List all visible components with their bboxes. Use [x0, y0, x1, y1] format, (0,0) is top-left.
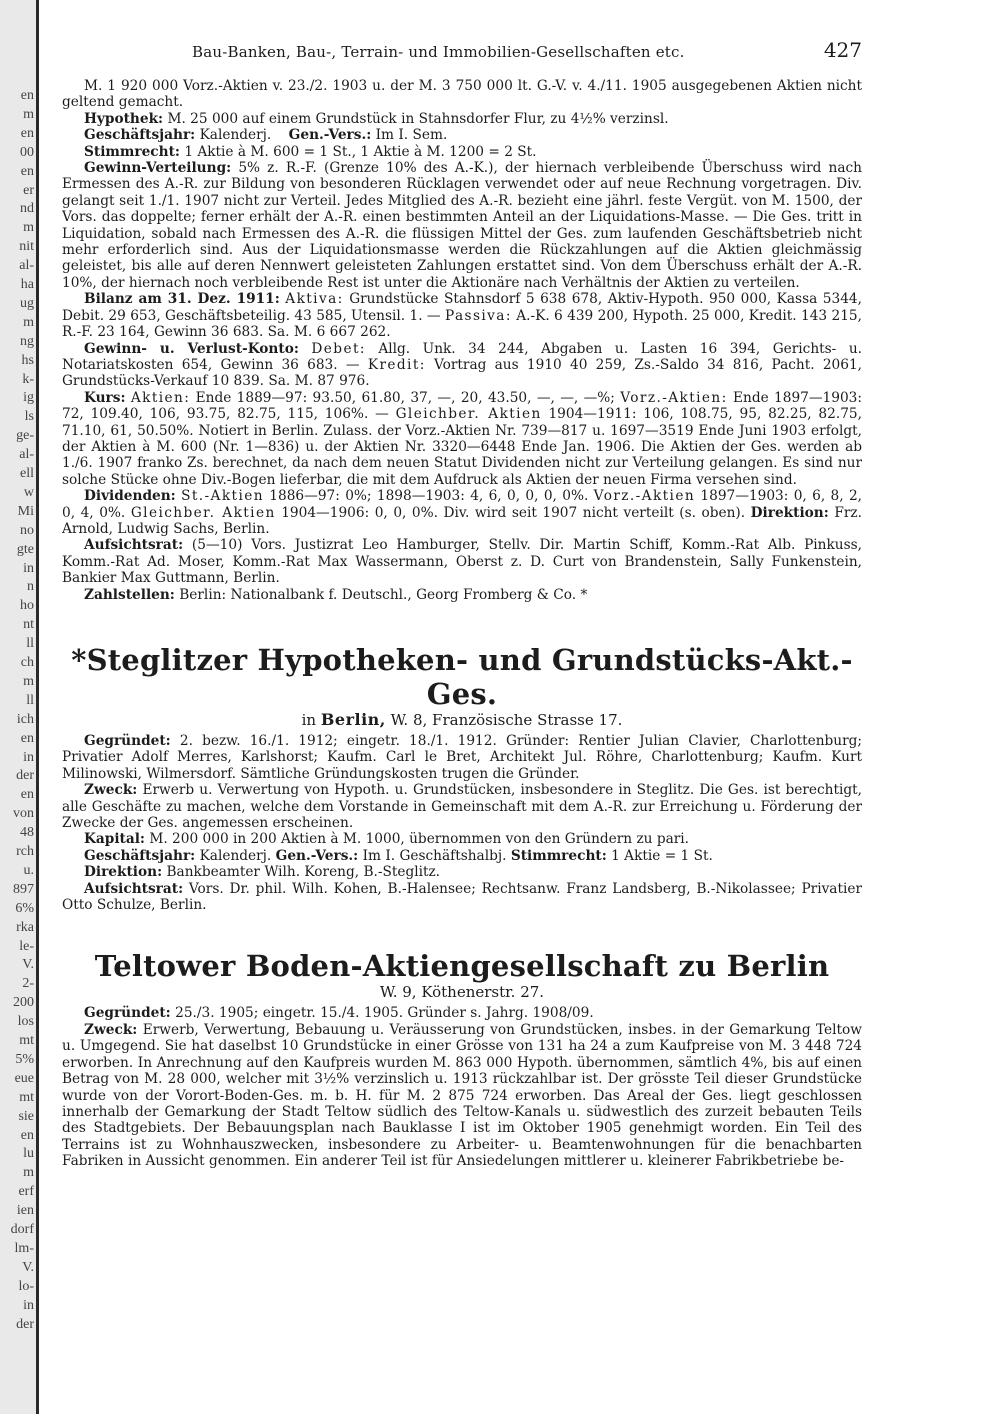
margin-fragment: ch — [20, 655, 34, 670]
label-stimmrecht: Stimmrecht: — [84, 143, 180, 160]
label-zweck: Zweck: — [84, 1021, 138, 1038]
section-teltower — [62, 1005, 862, 1169]
margin-fragment: ls — [24, 409, 34, 425]
margin-fragment: ll — [26, 636, 34, 652]
paragraph-gegruendet — [62, 733, 862, 782]
text-hypothek: M. 25 000 auf einem Grundstück in Stahnsdorfer Flur, zu 4½% verzinsl. — [167, 110, 669, 127]
text-zahlstellen: Berlin: Nationalbank f. Deutschl., Georg Fromberg & Co. * — [179, 586, 588, 603]
label-gewinn-verteilung: Gewinn-Verteilung: — [84, 160, 232, 177]
paragraph-geschaeftsjahr — [62, 127, 862, 143]
margin-fragment: in — [23, 749, 34, 765]
label-kurs: Kurs: — [84, 389, 126, 406]
margin-fragment: ich — [16, 711, 34, 727]
margin-fragment: al- — [19, 447, 34, 463]
margin-fragment: nd — [20, 201, 34, 217]
margin-fragment: rka — [16, 919, 34, 935]
label-geschaeftsjahr: Geschäftsjahr: — [84, 847, 196, 864]
margin-fragment: m — [23, 220, 34, 236]
margin-fragment: ien — [16, 1203, 34, 1219]
label-bilanz: Bilanz am 31. Dez. 1911: — [84, 291, 280, 308]
margin-fragment: en — [20, 730, 34, 746]
paragraph-dividenden — [62, 488, 862, 537]
margin-fragment: m — [23, 1165, 34, 1181]
label-aufsichtsrat: Aufsichtsrat: — [84, 537, 184, 554]
label-zahlstellen: Zahlstellen: — [84, 586, 175, 603]
text-zweck: Erwerb u. Verwertung von Hypoth. u. Grundstücken, insbesondere in Steglitz. Die Ges. ist berechtigt, alle Geschäfte zu machen, welche dem Vorstande in Gemeinschaft mit dem A.-R. zur Erreichung u. Förderung der Zwecke der Ges. angemessen erscheinen. — [62, 782, 862, 832]
address-city: Berlin, — [320, 710, 386, 729]
margin-fragment: lu — [23, 1146, 34, 1162]
paragraph-bilanz — [62, 291, 862, 340]
margin-fragment: lo- — [18, 1278, 34, 1294]
paragraph-stimmrecht — [62, 144, 862, 160]
page-number: 427 — [823, 38, 862, 62]
margin-fragment: von — [13, 806, 34, 822]
text-zweck: Erwerb, Verwertung, Bebauung u. Veräusserung von Grundstücken, insbes. in der Gemarkung Teltow u. Umgegend. Sie hat daselbst 10 Grundstücke in einer Grösse von 131 ha 24 a zum Kaufpreise von M. 3 448 724 erworben. In Anrechnung auf den Kaufpreis wurden M. 863 000 Hypoth. übernommen, sämtlich 4%, bis auf einen Betrag von M. 28 000, welcher mit 3½% verzinslich u. 1913 rückzahlbar ist. Der grösste Teil dieser Grundstücke wurde von der Vorort-Boden-Ges. m. b. H. für M. 2 875 724 erworben. Das Areal der Ges. liegt geschlossen innerhalb der Gemarkung der Stadt Teltow südlich des Teltow-Kanals u. südwestlich des zurzeit bebauten Teils des Stadtgebiets. Der Bebauungsplan nach Bauklasse I ist im Oktober 1905 genehmigt worden. Ein Teil des Terrains ist zu Wohnhauszwecken, insbesondere zu Arbeiter- u. Beamtenwohnungen für die benachbarten Fabriken in Aussicht genommen. Ein anderer Teil ist für Ansiedelungen mittlerer u. kleinerer Fabrikbetriebe be- — [62, 1021, 862, 1170]
margin-fragment: 00 — [20, 144, 34, 160]
running-head — [62, 38, 862, 72]
margin-fragment: le- — [19, 938, 34, 954]
label-dividenden: Dividenden: — [84, 488, 176, 505]
company-title-teltower: Teltower Boden-Aktiengesellschaft zu Berlin — [94, 949, 830, 984]
text-gegruendet: 25./3. 1905; eingetr. 15./4. 1905. Gründer s. Jahrg. 1908/09. — [175, 1005, 594, 1022]
paragraph-gegruendet-3 — [62, 1005, 862, 1021]
margin-fragment: mt — [19, 1033, 34, 1048]
margin-fragment: 897 — [13, 881, 34, 897]
paragraph-aufsichtsrat-2 — [62, 881, 862, 914]
company-address-teltower: W. 9, Köthenerstr. 27. — [379, 983, 545, 1002]
label-stimmrecht: Stimmrecht: — [510, 847, 607, 864]
text-stimmrecht: 1 Aktie = 1 St. — [611, 847, 713, 864]
text-gewinn-verteilung: 5% z. R.-F. (Grenze 10% des A.-K.), der hiernach verbleibende Überschuss wird nach Ermessen des A.-R. zur Bildung von besonderen Rücklagen verwendet oder auf neue Rechnung vorgetragen. Div. gelangt seit 1./1. 1907 nicht zur Verteil. Jedes Mitglied des A.-R. bezieht eine jährl. feste Vergüt. von M. 1500, der Vors. das doppelte; ferner erhält der A.-R. einen bestimmten Anteil an der Liquidations-Masse. — Die Ges. tritt in Liquidation, sobald nach Ermessen des A.-R. die flüssigen Mittel der Ges. zum laufenden Geschäftsbetrieb nicht mehr erforderlich sind. Aus der Liquidationsmasse werden die Rückzahlungen auf die Aktien gleichmässig geleistet, bis alle auf deren Nennwert geleisteten Zahlungen erstattet sind. Von dem Überschuss erhält der A.-R. 10%, der hiernach noch verbleibende Rest ist unter die Aktionäre nach Verhältnis der Aktien zu verteilen. — [62, 160, 862, 291]
margin-fragment: en — [20, 125, 34, 141]
text-direktion: Frz. Arnold, Ludwig Sachs, Berlin. — [62, 504, 862, 537]
text-passiva: A.-K. 6 439 200, Hypoth. 25 000, Kredit. 143 215, R.-F. 23 164, Gewinn 36 683. Sa. M. 6 667 262. — [62, 307, 862, 341]
margin-fragment: V. — [22, 957, 34, 973]
label-aufsichtsrat: Aufsichtsrat: — [84, 880, 184, 897]
margin-fragment: 200 — [13, 995, 34, 1011]
company-title-steglitzer: *Steglitzer Hypotheken- und Grundstücks-Akt.-Ges. — [71, 643, 853, 711]
label-gewinn-verlust-konto: Gewinn- u. Verlust-Konto: — [84, 340, 299, 357]
label-passiva: Passiva: — [444, 307, 512, 324]
label-debet: Debet: — [311, 340, 366, 357]
text-aufsichtsrat: (5—10) Vors. Justizrat Leo Hamburger, Stellv. Dir. Martin Schiff, Komm.-Rat Alb. Pinkuss, Komm.-Rat Ad. Moser, Komm.-Rat Max Wassermann, Oberst z. D. Curt von Brandenstein, Sally Funkenstein, Bankier Max Guttmann, Berlin. — [62, 537, 862, 587]
text-div-vorz: 1897—1903: 0, 6, 8, 2, 0, 4, 0%. — [62, 488, 862, 521]
margin-fragment: m — [23, 673, 34, 689]
margin-fragment: eue — [14, 1070, 34, 1086]
margin-fragment: 2- — [22, 976, 34, 992]
margin-fragment: rch — [16, 844, 34, 859]
text-kurs-gleichber: 1904—1911: 106, 108.75, 95, 82.25, 82.75, 71.10, 61, 50.50%. Notiert in Berlin. Zulass. der Vorz.-Aktien Nr. 739—817 u. 1697—3519 Ende Juni 1903 erfolgt, der Aktien à M. 600 (Nr. 1—836) u. der Aktien Nr. 3320—6448 Ende Jan. 1906. Die Aktien der Ges. werden ab 1./6. 1907 franko Zs. berechnet, da nach dem neuen Statut Dividenden nicht zur Verteilung gelangen. Es sind nur solche Stücke ohne Div.-Bogen lieferbar, die mit dem Aufdruck als Aktien der neuen Firma versehen sind. — [62, 406, 862, 488]
label-direktion: Direktion: — [84, 864, 163, 881]
paragraph-aufsichtsrat — [62, 537, 862, 586]
margin-fragment: ha — [20, 277, 34, 292]
margin-fragment: en — [20, 88, 34, 103]
text-kapital: M. 200 000 in 200 Aktien à M. 1000, übernommen von den Gründern zu pari. — [149, 831, 690, 848]
margin-fragment: nit — [19, 239, 34, 255]
label-kapital: Kapital: — [84, 831, 145, 848]
margin-fragment: k- — [22, 371, 34, 387]
section-previous-company — [62, 78, 862, 603]
margin-fragment: ho — [20, 598, 34, 614]
text-aufsichtsrat: Vors. Dr. phil. Wilh. Kohen, B.-Halensee; Rechtsanw. Franz Landsberg, B.-Nikolassee; Privatier Otto Schulze, Berlin. — [62, 880, 862, 914]
text-gegruendet: 2. bezw. 16./1. 1912; eingetr. 18./1. 1912. Gründer: Rentier Julian Clavier, Charlottenburg; Privatier Adolf Merres, Karlshorst; Kaufm. Carl le Bret, Architekt Jul. Röhre, Charlottenburg; Kaufm. Kurt Milinowski, Wilmersdorf. Sämtliche Gründungskosten trugen die Gründer. — [62, 733, 862, 782]
margin-fragment: ug — [20, 295, 34, 311]
text-gen-vers: Im I. Sem. — [375, 127, 448, 144]
section-steglitzer — [62, 733, 862, 913]
margin-fragment: ng — [20, 333, 34, 349]
scan-edge-adjacent-page — [0, 0, 39, 1414]
margin-fragment: n — [27, 579, 34, 595]
margin-fragment: ig — [23, 390, 34, 406]
text-stimmrecht: 1 Aktie à M. 600 = 1 St., 1 Aktie à M. 1200 = 2 St. — [184, 143, 537, 160]
address-street: W. 8, Französische Strasse 17. — [390, 711, 623, 729]
text-geschaeftsjahr: Kalenderj. — [199, 847, 272, 864]
paragraph-zweck-3 — [62, 1022, 862, 1170]
paragraph-gewinn-verlust-konto — [62, 341, 862, 390]
label-kurs-aktien: Aktien: — [130, 389, 191, 406]
label-gegruendet: Gegründet: — [84, 1005, 171, 1022]
margin-fragment: al- — [19, 258, 34, 274]
margin-fragment: en — [20, 1127, 34, 1143]
text-debet: Allg. Unk. 34 244, Abgaben u. Lasten 16 394, Gerichts- u. Notariatskosten 654, Gewinn 36 683. — — [62, 340, 862, 373]
margin-fragment: 48 — [20, 825, 34, 841]
company-address-steglitzer — [62, 711, 862, 729]
label-gegruendet: Gegründet: — [84, 733, 171, 749]
margin-fragment: ll — [26, 692, 34, 708]
label-div-gleichber: Gleichber. Aktien — [130, 504, 276, 521]
label-aktiva: Aktiva: — [285, 291, 344, 308]
margin-fragment: 5% — [15, 1051, 34, 1067]
paragraph-kapital — [62, 831, 862, 847]
paragraph-preferred-shares: M. 1 920 000 Vorz.-Aktien v. 23./2. 1903 u. der M. 3 750 000 lt. G.-V. v. 4./11. 1905 ausgegebenen Aktien nicht geltend gemacht. — [62, 78, 862, 111]
text-kredit: Vortrag aus 1910 40 259, Zs.-Saldo 34 816, Pacht. 2061, Grundstücks-Verkauf 10 839. Sa. M. 87 976. — [62, 356, 862, 390]
margin-fragment: er — [23, 182, 34, 198]
margin-fragment: w — [23, 484, 34, 500]
document-page — [62, 38, 862, 1378]
paragraph-zweck — [62, 782, 862, 831]
margin-fragment: no — [20, 522, 34, 538]
label-gen-vers: Gen.-Vers.: — [275, 847, 359, 864]
margin-fragment: los — [17, 1014, 34, 1030]
running-head-title: Bau-Banken, Bau-, Terrain- und Immobilien-Gesellschaften etc. — [192, 43, 685, 61]
margin-fragment: dorf — [10, 1222, 34, 1237]
margin-fragment: u. — [23, 862, 34, 878]
margin-fragment: in — [23, 560, 34, 576]
text-div-gleichber: 1904—1906: 0, 0, 0%. Div. wird seit 1907 nicht verteilt (s. oben). — [281, 504, 746, 521]
margin-fragment: erf — [18, 1184, 34, 1200]
margin-fragment: Mi — [17, 503, 34, 519]
text-geschaeftsjahr: Kalenderj. — [199, 127, 272, 144]
label-kurs-vorz: Vorz.-Aktien: — [620, 389, 728, 406]
label-direktion: Direktion: — [750, 504, 829, 521]
margin-fragment: 6% — [15, 900, 34, 916]
text-direktion: Bankbeamter Wilh. Koreng, B.-Steglitz. — [166, 864, 441, 881]
margin-fragment: nt — [23, 617, 34, 633]
margin-fragment: hs — [21, 352, 34, 368]
margin-fragment: lm- — [14, 1240, 34, 1256]
text-kurs-vorz: Ende 1897—1903: 72, 109.40, 106, 93.75, 82.75, 115, 106%. — — [62, 389, 862, 423]
paragraph-gewinn-verteilung — [62, 160, 862, 291]
paragraph-kurs — [62, 390, 862, 488]
label-div-st: St.-Aktien — [181, 488, 264, 505]
paragraph-zahlstellen — [62, 587, 862, 603]
label-geschaeftsjahr: Geschäftsjahr: — [84, 127, 196, 144]
text-gen-vers: Im I. Geschäftshalbj. — [362, 847, 507, 864]
margin-fragment: gte — [16, 541, 34, 557]
margin-fragment: mt — [19, 1089, 34, 1105]
label-hypothek: Hypothek: — [84, 110, 164, 127]
paragraph-geschaeftsjahr-2 — [62, 848, 862, 864]
margin-fragment: sie — [18, 1108, 34, 1124]
margin-fragment: ell — [20, 466, 34, 481]
margin-fragment: V. — [22, 1259, 34, 1275]
margin-fragment: m — [23, 314, 34, 330]
address-prefix: in — [301, 711, 317, 729]
paragraph-direktion-2 — [62, 864, 862, 880]
label-kredit: Kredit: — [367, 356, 426, 373]
text-kurs-aktien: Ende 1889—97: 93.50, 61.80, 37, —, 20, 43.50, —, —, —%; — [195, 389, 615, 406]
margin-fragment: in — [23, 1297, 34, 1313]
margin-fragment: ge- — [16, 428, 34, 444]
margin-fragment: m — [23, 106, 34, 122]
margin-fragment: der — [16, 1316, 34, 1332]
text-aktiva: Grundstücke Stahnsdorf 5 638 678, Aktiv-Hypoth. 950 000, Kassa 5344, Debit. 29 653, Geschäftsbeteilig. 43 585, Utensil. 1. — — [62, 291, 862, 324]
label-kurs-gleichber: Gleichber. Aktien — [395, 406, 542, 423]
label-zweck: Zweck: — [84, 782, 138, 799]
label-gen-vers: Gen.-Vers.: — [288, 127, 372, 144]
text-div-st: 1886—97: 0%; 1898—1903: 4, 6, 0, 0, 0, 0%. — [269, 488, 589, 505]
label-div-vorz: Vorz.-Aktien — [593, 488, 696, 505]
margin-fragment: en — [20, 163, 34, 179]
paragraph-hypothek — [62, 111, 862, 127]
margin-fragment: der — [16, 768, 34, 784]
margin-fragment: en — [20, 787, 34, 803]
